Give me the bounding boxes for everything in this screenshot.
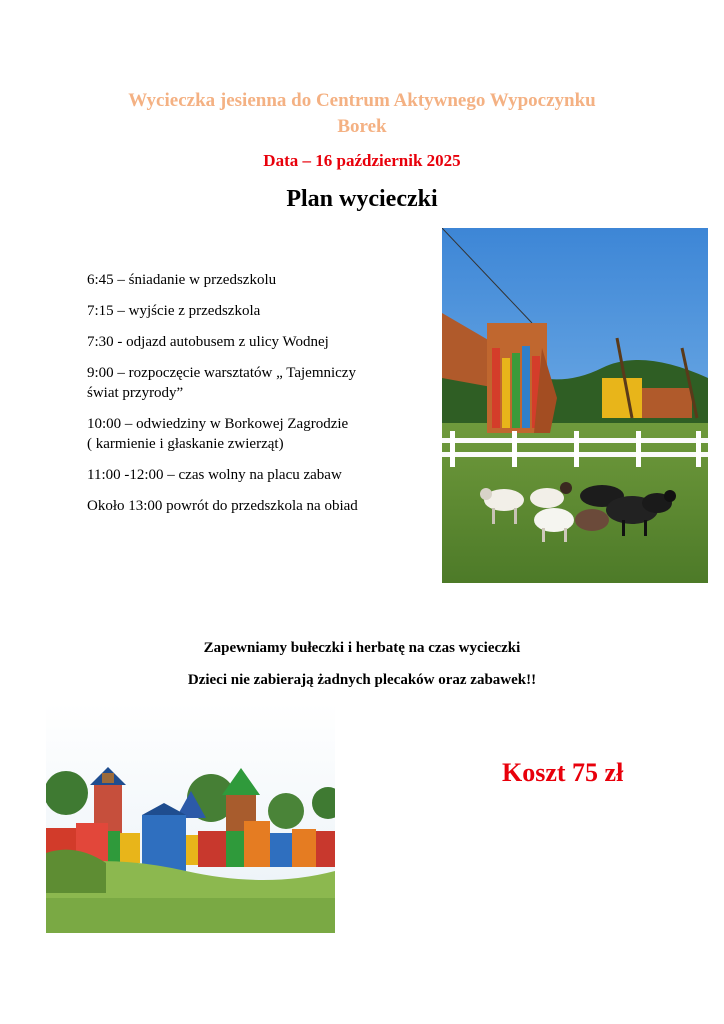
schedule-item	[87, 414, 417, 454]
schedule-item: Około 13:00 powrót do przedszkola na obiad	[87, 498, 358, 514]
schedule-item-line: 10:00 – odwiedziny w Borkowej Zagrodzie	[87, 416, 349, 432]
schedule-item: 7:15 – wyjście z przedszkola	[87, 303, 261, 319]
schedule-item: 6:45 – śniadanie w przedszkolu	[87, 272, 277, 288]
schedule-item-line: 9:00 – rozpoczęcie warsztatów „ Tajemniczy	[87, 365, 356, 381]
schedule-item-line: świat przyrody”	[87, 385, 184, 401]
schedule-item-line: ( karmienie i głaskanie zwierząt)	[87, 436, 284, 452]
notes	[0, 638, 724, 702]
plan-heading: Plan wycieczki	[286, 186, 438, 212]
trip-date: Data – 16 październik 2025	[263, 151, 461, 170]
trip-cost: Koszt 75 zł	[502, 758, 624, 787]
schedule-list	[87, 270, 417, 527]
schedule-item	[87, 363, 417, 403]
trip-title-line-2: Borek	[337, 116, 387, 137]
trip-title-line-1: Wycieczka jesienna do Centrum Aktywnego Wypoczynku	[128, 90, 596, 111]
note-line: Dzieci nie zabierają żadnych plecaków oraz zabawek!!	[187, 672, 537, 688]
playground-photo	[46, 703, 335, 933]
goats-photo	[442, 228, 708, 583]
note-line: Zapewniamy bułeczki i herbatę na czas wycieczki	[203, 640, 521, 656]
schedule-item: 7:30 - odjazd autobusem z ulicy Wodnej	[87, 334, 329, 350]
trip-title	[60, 88, 664, 140]
schedule-item: 11:00 -12:00 – czas wolny na placu zabaw	[87, 467, 342, 483]
